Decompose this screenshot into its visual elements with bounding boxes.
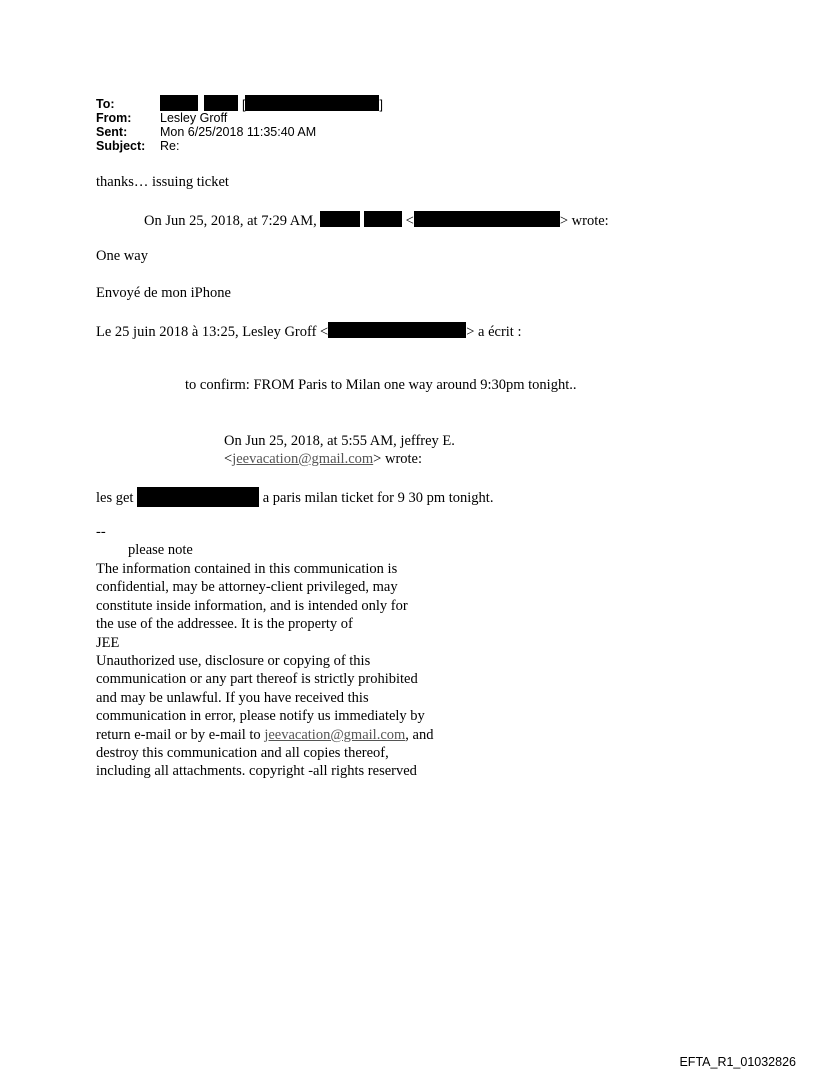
redaction-block [160,95,198,111]
quote3-email-link[interactable]: jeevacation@gmail.com [232,451,374,467]
to-value [160,95,383,112]
sent-value: Mon 6/25/2018 11:35:40 AM [160,125,317,139]
subject-label: Subject: [96,139,146,153]
signature-dashes: -- [96,524,106,540]
disclaimer-line: constitute inside information, and is intended only for [96,597,408,614]
quote3-lt: < [224,451,233,467]
from-value: Lesley Groff [160,111,228,125]
quote2-suffix: > a écrit : [466,324,522,340]
sent-from-text: Envoyé de mon iPhone [96,285,231,301]
quote3-line2 [224,450,455,468]
quote-header-1 [144,211,609,230]
to-bracket-close: ] [379,98,383,112]
disclaimer-line: including all attachments. copyright -all rights reserved [96,763,417,780]
disclaimer-line: and may be unlawful. If you have received this [96,689,369,706]
request-suffix: a paris milan ticket for 9 30 pm tonight. [262,490,494,506]
document-id: EFTA_R1_01032826 [679,1055,796,1069]
redaction-block [245,95,379,111]
quote1-prefix: On Jun 25, 2018, at 7:29 AM, [144,213,317,229]
redaction-block [137,487,259,507]
disclaimer [96,560,433,781]
quote-header-2 [96,322,522,341]
please-note: please note [128,542,193,558]
return-suffix: , and [405,726,434,743]
quote3-line1: On Jun 25, 2018, at 5:55 AM, jeffrey E. [224,433,455,449]
to-label: To: [96,97,115,111]
disclaimer-line: JEE [96,634,120,651]
subject-value: Re: [160,139,180,153]
disclaimer-line: confidential, may be attorney-client privileged, may [96,579,398,596]
quote2-prefix: Le 25 juin 2018 à 13:25, Lesley Groff < [96,324,329,340]
to-bracket-open: [ [241,98,246,112]
quote1-suffix: > wrote: [559,213,609,229]
disclaimer-line: the use of the addressee. It is the property of [96,616,353,633]
request-prefix: les get [96,490,134,506]
quote1-lt: < [405,213,414,229]
disclaimer-line: Unauthorized use, disclosure or copying of this [96,653,371,670]
disclaimer-line: The information contained in this communication is [96,561,398,577]
disclaimer-line: communication or any part thereof is strictly prohibited [96,671,418,688]
one-way-text: One way [96,248,148,264]
return-prefix: return e-mail or by e-mail to [96,726,265,743]
disclaimer-line: communication in error, please notify us immediately by [96,708,425,725]
redaction-block [320,211,360,227]
redaction-block [414,211,560,227]
request-text [96,487,493,507]
from-label: From: [96,111,132,125]
disclaimer-email-link[interactable]: jeevacation@gmail.com [264,726,406,743]
disclaimer-line: destroy this communication and all copies thereof, [96,745,389,762]
redaction-block [328,322,466,338]
redaction-block [364,211,402,227]
confirm-text: to confirm: FROM Paris to Milan one way around 9:30pm tonight.. [185,377,577,393]
disclaimer-line [96,726,433,744]
email-header [96,97,496,157]
quote-header-3 [224,432,455,468]
quote3-gt-wrote: > wrote: [373,451,423,467]
sent-label: Sent: [96,125,128,139]
redaction-block [204,95,238,111]
reply-text: thanks… issuing ticket [96,174,229,190]
